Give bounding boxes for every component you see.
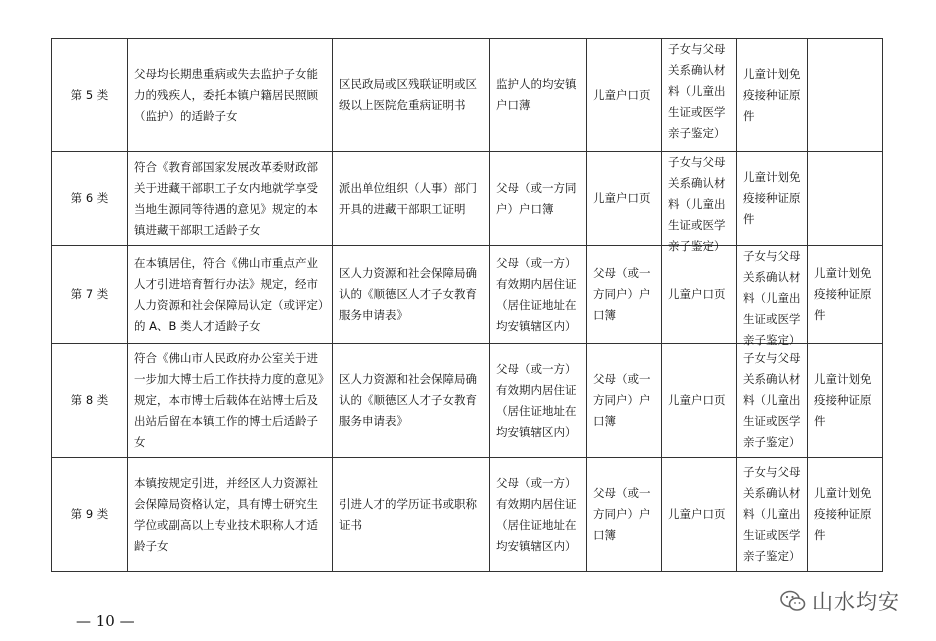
proof-cell: 派出单位组织（人事）部门开具的进藏干部职工证明	[333, 152, 490, 246]
condition-cell: 在本镇居住，符合《佛山市重点产业人才引进培育暂行办法》规定，经市人力资源和社会保障局认定（或评定）的 A、B 类人才适龄子女	[128, 246, 333, 344]
condition-cell: 本镇按规定引进，并经区人力资源社会保障局资格认定，具有博士研究生学位或副高以上专业技术职称人才适龄子女	[128, 458, 333, 572]
condition-cell: 父母均长期患重病或失去监护子女能力的残疾人，委托本镇户籍居民照顾（监护）的适龄子女	[128, 39, 333, 152]
document-cell: 父母（或一方同户）户口簿	[587, 246, 662, 344]
category-cell: 第 6 类	[52, 152, 128, 246]
page-number: — 10 —	[76, 612, 135, 630]
document-cell: 儿童户口页	[587, 39, 662, 152]
category-cell: 第 5 类	[52, 39, 128, 152]
proof-cell: 区人力资源和社会保障局确认的《顺德区人才子女教育服务申请表》	[333, 246, 490, 344]
wechat-icon	[780, 590, 806, 612]
document-cell: 父母（或一方同户）户口簿	[587, 344, 662, 458]
document-cell: 子女与父母关系确认材料（儿童出生证或医学亲子鉴定）	[662, 39, 737, 152]
watermark	[780, 586, 900, 616]
category-cell: 第 9 类	[52, 458, 128, 572]
document-cell: 父母（或一方）有效期内居住证（居住证地址在均安镇辖区内）	[490, 246, 587, 344]
document-cell: 子女与父母关系确认材料（儿童出生证或医学亲子鉴定）	[737, 246, 808, 344]
document-cell: 子女与父母关系确认材料（儿童出生证或医学亲子鉴定）	[737, 458, 808, 572]
condition-cell: 符合《佛山市人民政府办公室关于进一步加大博士后工作扶持力度的意见》规定，本市博士后载体在站博士后及出站后留在本镇工作的博士后适龄子女	[128, 344, 333, 458]
document-cell: 儿童计划免疫接种证原件	[737, 39, 808, 152]
document-cell: 儿童计划免疫接种证原件	[808, 344, 883, 458]
table-row	[52, 344, 883, 458]
condition-cell: 符合《教育部国家发展改革委财政部关于进藏干部职工子女内地就学享受当地生源同等待遇的意见》规定的本镇进藏干部职工适龄子女	[128, 152, 333, 246]
table-row	[52, 39, 883, 152]
table-row	[52, 458, 883, 572]
table-row	[52, 152, 883, 246]
document-cell	[808, 39, 883, 152]
document-cell: 儿童计划免疫接种证原件	[737, 152, 808, 246]
document-cell: 儿童户口页	[587, 152, 662, 246]
document-cell: 监护人的均安镇户口薄	[490, 39, 587, 152]
document-cell: 父母（或一方）有效期内居住证（居住证地址在均安镇辖区内）	[490, 458, 587, 572]
proof-cell: 引进人才的学历证书或职称证书	[333, 458, 490, 572]
document-cell: 子女与父母关系确认材料（儿童出生证或医学亲子鉴定）	[737, 344, 808, 458]
proof-cell: 区人力资源和社会保障局确认的《顺德区人才子女教育服务申请表》	[333, 344, 490, 458]
category-cell: 第 8 类	[52, 344, 128, 458]
document-cell: 儿童户口页	[662, 246, 737, 344]
requirements-table	[51, 38, 883, 572]
document-cell: 儿童计划免疫接种证原件	[808, 458, 883, 572]
proof-cell: 区民政局或区残联证明或区级以上医院危重病证明书	[333, 39, 490, 152]
document-cell: 儿童计划免疫接种证原件	[808, 246, 883, 344]
document-cell	[808, 152, 883, 246]
document-cell: 父母（或一方）有效期内居住证（居住证地址在均安镇辖区内）	[490, 344, 587, 458]
table-row	[52, 246, 883, 344]
document-cell: 父母（或一方同户）户口簿	[587, 458, 662, 572]
document-cell: 儿童户口页	[662, 344, 737, 458]
category-cell: 第 7 类	[52, 246, 128, 344]
document-cell: 儿童户口页	[662, 458, 737, 572]
document-cell: 父母（或一方同户）户口簿	[490, 152, 587, 246]
document-cell: 子女与父母关系确认材料（儿童出生证或医学亲子鉴定）	[662, 152, 737, 246]
watermark-text: 山水均安	[812, 590, 900, 614]
